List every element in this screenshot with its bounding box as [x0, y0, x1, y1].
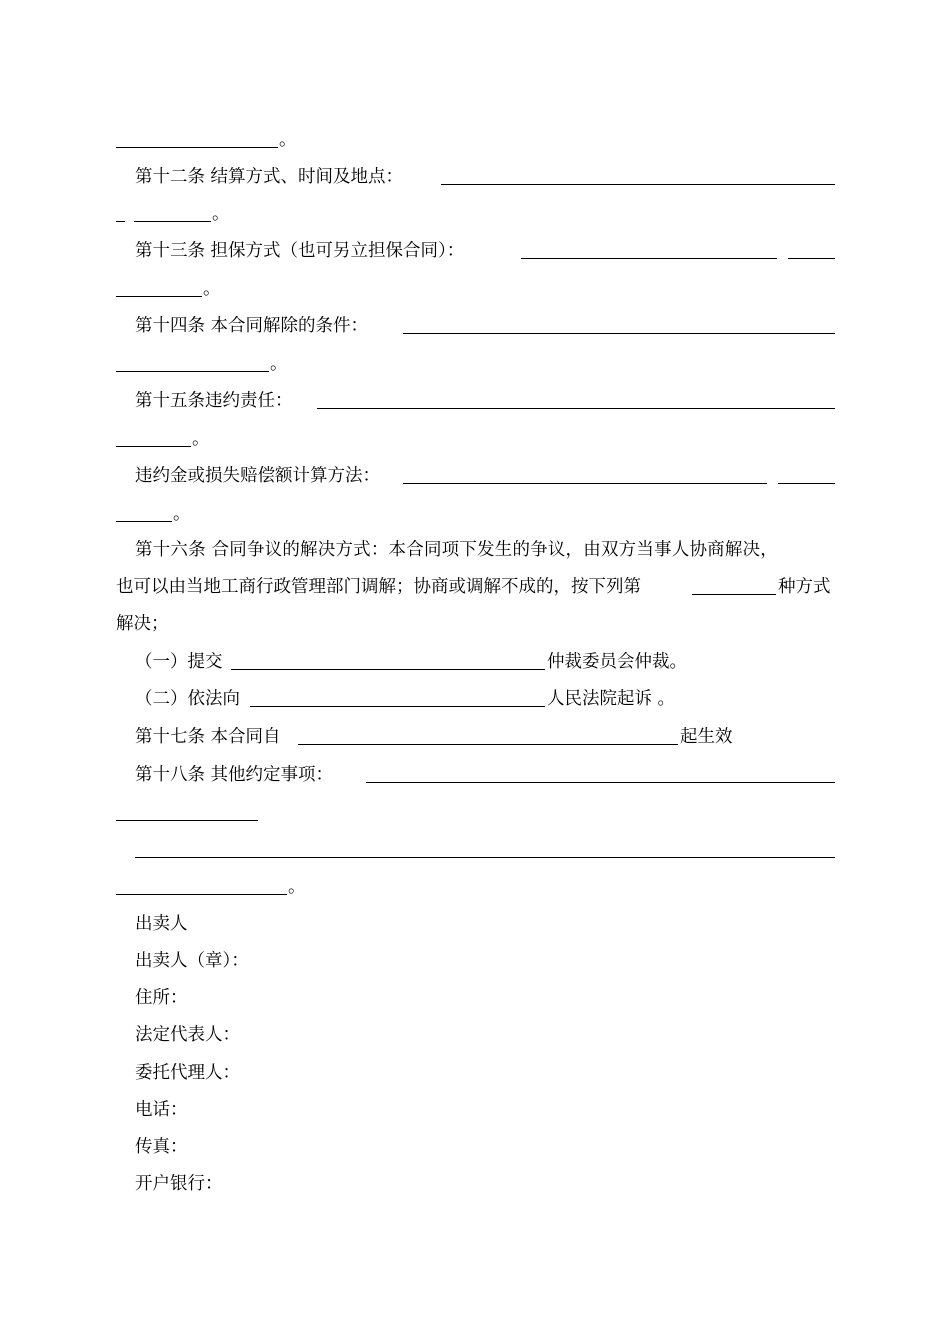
article-17-suffix: 起生效: [680, 727, 733, 747]
blank-line: [116, 296, 202, 297]
article-12-heading: 第十二条 结算方式、时间及地点：: [135, 167, 404, 187]
article-16-line: [0, 537, 950, 563]
article-14-line: [0, 313, 950, 339]
blank-line: [317, 408, 835, 409]
article-13-line: [0, 238, 950, 264]
authorized-agent-text: 委托代理人：: [135, 1063, 240, 1083]
article-18-heading: 第十八条 其他约定事项：: [135, 765, 334, 785]
contract-line: [0, 574, 950, 600]
line-text: 种方式: [778, 577, 831, 597]
contract-line: [0, 611, 950, 637]
blank-line: [521, 258, 777, 259]
article-17-line: [0, 724, 950, 750]
penalty-calculation-heading: 违约金或损失赔偿额计算方法：: [135, 466, 380, 486]
seller-seal-text: 出卖人（章）：: [135, 951, 249, 971]
option-2-line: [0, 686, 950, 712]
article-16-heading: 第十六条 合同争议的解决方式：本合同项下发生的争议，由双方当事人协商解决，: [135, 540, 778, 560]
line-text: 。: [212, 204, 230, 224]
line-text: 。: [173, 504, 191, 524]
seller-label: [0, 911, 950, 937]
blank-line: [116, 446, 191, 447]
article-14-heading: 第十四条 本合同解除的条件：: [135, 316, 369, 336]
blank-line: [116, 147, 278, 148]
option-2-suffix: 人民法院起诉 。: [547, 689, 676, 709]
line-text: 。: [203, 279, 221, 299]
blank-line: [441, 184, 835, 185]
phone-label: [0, 1097, 950, 1123]
article-12-line: [0, 164, 950, 190]
blank-line: [116, 371, 269, 372]
fax-label: [0, 1134, 950, 1160]
authorized-agent-label: [0, 1060, 950, 1086]
line-text: 也可以由当地工商行政管理部门调解；协商或调解不成的，按下列第: [116, 577, 641, 597]
legal-representative-label: [0, 1022, 950, 1048]
blank-line: [788, 258, 835, 259]
address-label: [0, 985, 950, 1011]
line-text: 。: [192, 429, 210, 449]
seller-seal-label: [0, 948, 950, 974]
legal-representative-text: 法定代表人：: [135, 1025, 240, 1045]
phone-text: 电话：: [135, 1100, 188, 1120]
option-1-suffix: 仲裁委员会仲裁。: [547, 652, 687, 672]
blank-line: [403, 333, 835, 334]
contract-line: [0, 201, 950, 227]
contract-line: [0, 426, 950, 452]
line-text: 。: [279, 130, 297, 150]
penalty-calculation-line: [0, 463, 950, 489]
bank-label: [0, 1171, 950, 1197]
article-15-heading: 第十五条违约责任：: [135, 391, 293, 411]
blank-line: [116, 221, 125, 222]
blank-line: [366, 782, 835, 783]
contract-line: [0, 276, 950, 302]
article-15-line: [0, 388, 950, 414]
blank-line: [778, 483, 835, 484]
option-2-label: （二）依法向: [135, 689, 240, 709]
blank-line: [135, 857, 835, 858]
article-17-heading: 第十七条 本合同自: [135, 727, 281, 747]
line-text: 。: [270, 354, 288, 374]
article-13-heading: 第十三条 担保方式（也可另立担保合同）：: [135, 241, 465, 261]
contract-line: [0, 501, 950, 527]
line-text: 解决；: [116, 614, 169, 634]
line-text: 。: [288, 877, 306, 897]
contract-line: [0, 874, 950, 900]
option-1-line: [0, 649, 950, 675]
blank-line: [134, 221, 211, 222]
fax-text: 传真：: [135, 1137, 188, 1157]
address-text: 住所：: [135, 988, 188, 1008]
option-1-label: （一）提交: [135, 652, 223, 672]
blank-line: [116, 820, 258, 821]
blank-line: [692, 594, 776, 595]
blank-line: [231, 669, 545, 670]
contract-line: [0, 800, 950, 826]
contract-line: [0, 351, 950, 377]
blank-line: [298, 744, 678, 745]
blank-line: [403, 483, 767, 484]
bank-text: 开户银行：: [135, 1174, 223, 1194]
seller-text: 出卖人: [135, 914, 188, 934]
blank-line: [250, 706, 545, 707]
article-18-line: [0, 762, 950, 788]
contract-line: [0, 837, 950, 863]
blank-line: [116, 521, 172, 522]
contract-line: [0, 127, 950, 153]
blank-line: [116, 894, 287, 895]
